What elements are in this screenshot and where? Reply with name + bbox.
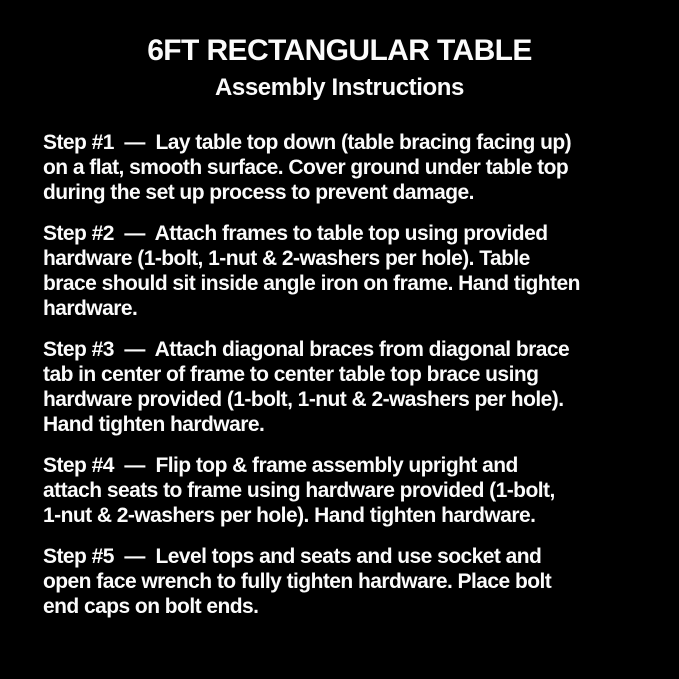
step-3 — [43, 337, 649, 437]
page-subtitle: Assembly Instructions — [214, 74, 464, 101]
step-5-line-3: end caps on bolt ends. — [43, 595, 259, 618]
step-3-line-3: hardware provided (1-bolt, 1-nut & 2-washers per hole). — [43, 388, 564, 411]
step-5-line-1: Step #5 — Level tops and seats and use socket and — [43, 545, 542, 568]
step-1-line-2: on a flat, smooth surface. Cover ground under table top — [43, 156, 569, 179]
step-2-line-2: hardware (1-bolt, 1-nut & 2-washers per hole). Table — [43, 247, 530, 270]
step-2-line-3: brace should sit inside angle iron on frame. Hand tighten — [43, 272, 580, 295]
step-1 — [43, 130, 649, 205]
step-3-line-2: tab in center of frame to center table top brace using — [43, 363, 539, 386]
step-2-line-4: hardware. — [43, 297, 138, 320]
step-5-line-2: open face wrench to fully tighten hardware. Place bolt — [43, 570, 552, 593]
page-title: 6FT RECTANGULAR TABLE — [147, 34, 532, 67]
step-4-line-3: 1-nut & 2-washers per hole). Hand tighten hardware. — [43, 504, 536, 527]
step-4 — [43, 453, 649, 528]
step-1-line-3: during the set up process to prevent damage. — [43, 181, 474, 204]
step-4-line-2: attach seats to frame using hardware provided (1-bolt, — [43, 479, 555, 502]
step-4-line-1: Step #4 — Flip top & frame assembly upright and — [43, 454, 518, 477]
step-3-line-1: Step #3 — Attach diagonal braces from diagonal brace — [43, 338, 570, 361]
step-2-line-1: Step #2 — Attach frames to table top using provided — [43, 222, 548, 245]
step-1-line-1: Step #1 — Lay table top down (table bracing facing up) — [43, 131, 572, 154]
steps-list — [43, 130, 649, 619]
step-5 — [43, 544, 649, 619]
step-2 — [43, 221, 649, 321]
step-3-line-4: Hand tighten hardware. — [43, 413, 265, 436]
